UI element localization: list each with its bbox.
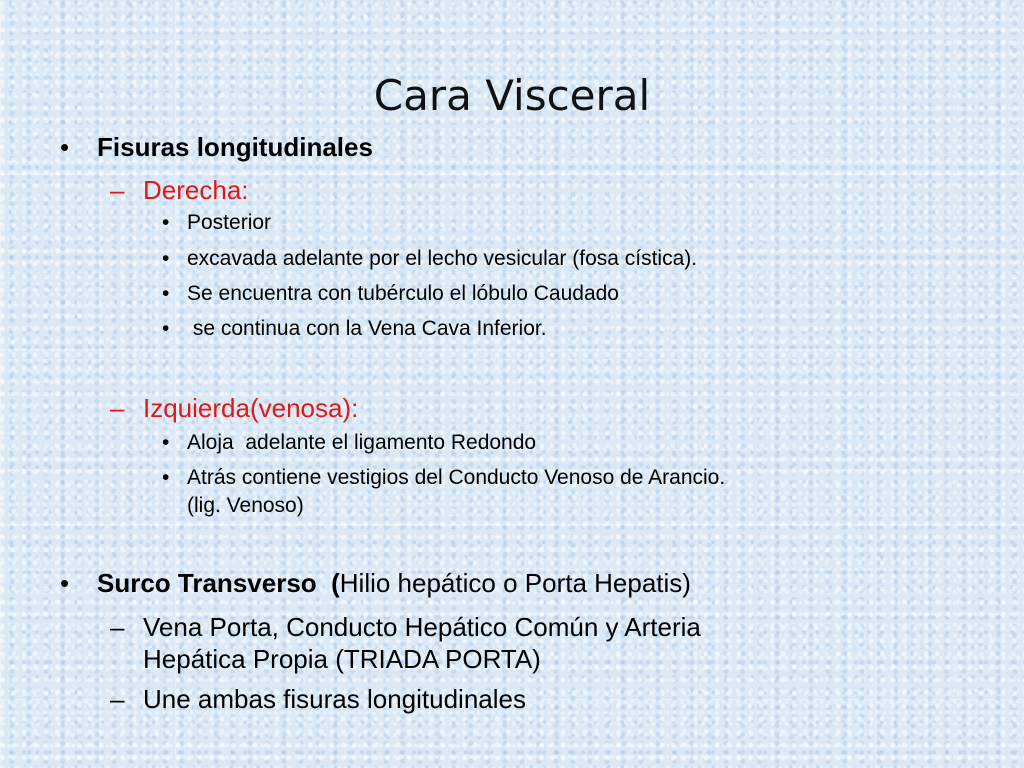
bullet-marker: • [162, 282, 170, 305]
bullet-marker: • [60, 132, 70, 162]
item-text: Se encuentra con tubérculo el lóbulo Caudado [187, 282, 619, 305]
item-text: se continua con la Vena Cava Inferior. [187, 317, 547, 340]
item-text: Posterior [187, 211, 272, 234]
bullet-marker: • [60, 568, 70, 598]
slide-title: Cara Visceral [373, 71, 651, 120]
dash-marker: – [110, 612, 125, 642]
heading-surco-rest: Hilio hepático o Porta Hepatis) [339, 568, 691, 598]
subheading-izquierda: Izquierda(venosa): [143, 393, 359, 423]
item-text: Une ambas fisuras longitudinales [143, 684, 526, 714]
bullet-marker: • [162, 466, 170, 489]
bullet-marker: • [162, 211, 170, 234]
heading-fisuras: Fisuras longitudinales [97, 132, 373, 162]
item-text: Atrás contiene vestigios del Conducto Venoso de Arancio. [187, 466, 726, 489]
heading-surco [97, 567, 691, 599]
bullet-marker: • [162, 247, 170, 270]
item-text: (lig. Venoso) [187, 494, 304, 517]
item-text: Hepática Propia (TRIADA PORTA) [143, 644, 541, 674]
item-text: Vena Porta, Conducto Hepático Común y Arteria [143, 612, 701, 642]
item-text: Aloja adelante el ligamento Redondo [187, 431, 537, 454]
dash-marker: – [110, 684, 125, 714]
dash-marker: – [110, 393, 125, 423]
item-text: excavada adelante por el lecho vesicular (fosa cística). [187, 247, 698, 270]
bullet-marker: • [162, 317, 170, 340]
bullet-marker: • [162, 431, 170, 454]
dash-marker: – [110, 175, 125, 205]
heading-surco-bold: Surco Transverso ( [97, 568, 340, 598]
subheading-derecha: Derecha: [143, 175, 249, 205]
